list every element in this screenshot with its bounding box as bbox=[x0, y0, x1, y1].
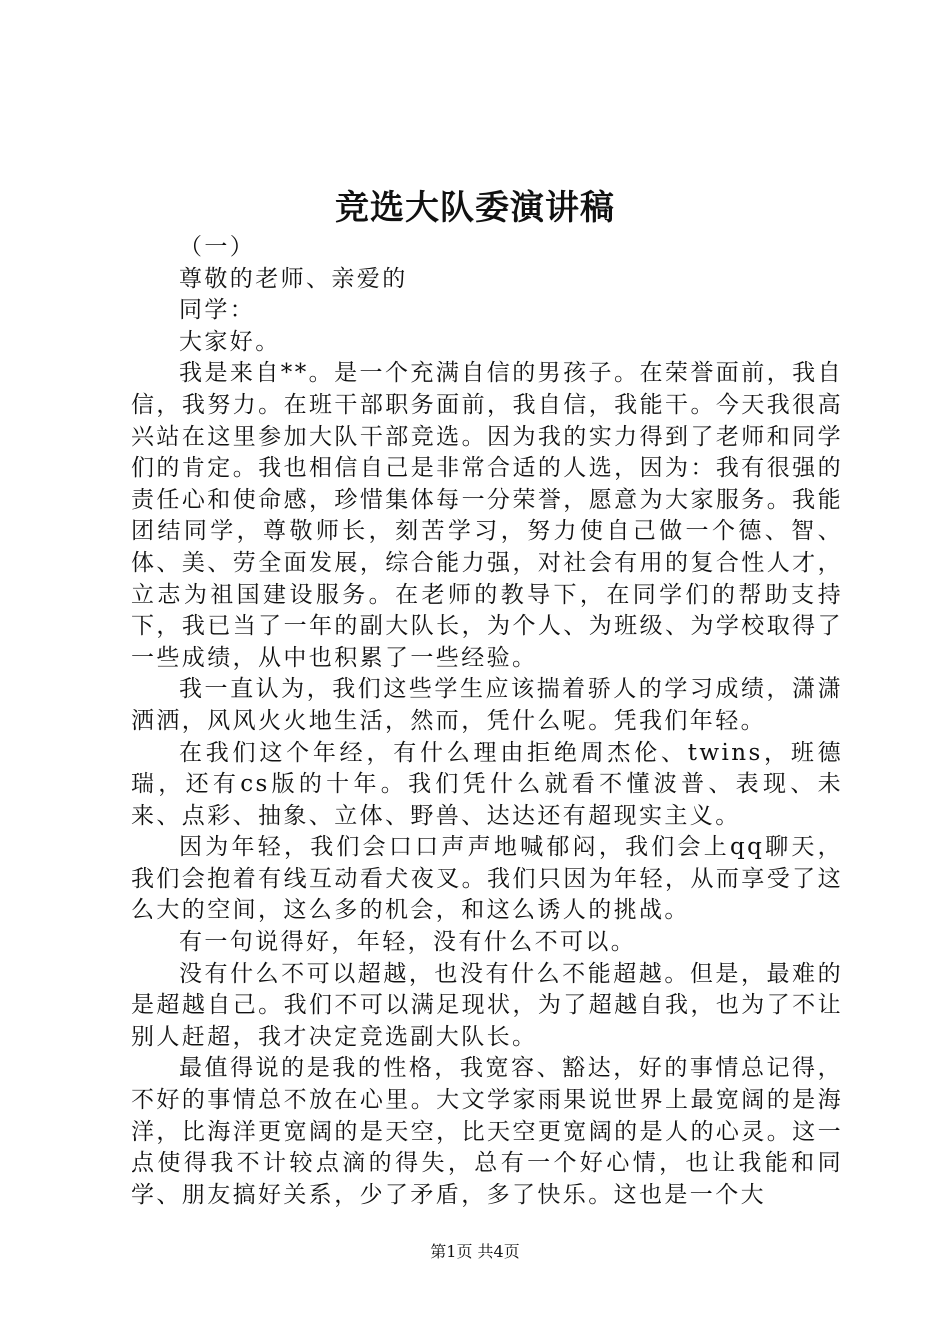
paragraph-introduction: 我是来自**。是一个充满自信的男孩子。在荣誉面前，我自信，我努力。在班干部职务面前，我自信，我能干。今天我很高兴站在这里参加大队干部竞选。因为我的实力得到了老师和同学们的肯定。我也相信自己是非常合适的人选，因为：我有很强的责任心和使命感，珍惜集体每一分荣誉，愿意为大家服务。我能团结同学，尊敬师长，刻苦学习，努力使自己做一个德、智、体、美、劳全面发展，综合能力强，对社会有用的复合性人才，立志为祖国建设服务。在老师的教导下，在同学们的帮助支持下，我已当了一年的副大队长，为个人、为班级、为学校取得了一些成绩，从中也积累了一些经验。 bbox=[131, 360, 843, 671]
salutation-line-1: 尊敬的老师、亲爱的 bbox=[179, 265, 408, 292]
document-body bbox=[131, 232, 843, 1211]
paragraph-saying: 有一句说得好，年轻，没有什么不可以。 bbox=[179, 929, 637, 956]
greeting: 大家好。 bbox=[179, 328, 281, 355]
paragraph-personality: 最值得说的是我的性格，我宽容、豁达，好的事情总记得，不好的事情总不放在心里。大文学家雨果说世界上最宽阔的是海洋，比海洋更宽阔的是天空，比天空更宽阔的是人的心灵。这一点使得我不计较点滴的得失，总有一个好心情，也让我能和同学、朋友搞好关系，少了矛盾，多了快乐。这也是一个大 bbox=[131, 1055, 843, 1208]
salutation-line-2: 同学： bbox=[179, 297, 256, 324]
paragraph-youth: 我一直认为，我们这些学生应该揣着骄人的学习成绩，潇潇洒洒，风风火火地生活，然而，凭什么呢。凭我们年轻。 bbox=[131, 676, 843, 734]
section-number: （一） bbox=[179, 234, 256, 260]
document-title: 竞选大队委演讲稿 bbox=[335, 188, 615, 228]
page-number-footer: 第1页 共4页 bbox=[430, 1242, 520, 1261]
paragraph-interests: 在我们这个年经，有什么理由拒绝周杰伦、twins，班德瑞，还有cs版的十年。我们凭什么就看不懂波普、表现、未来、点彩、抽象、立体、野兽、达达还有超现实主义。 bbox=[131, 739, 843, 829]
paragraph-surpass: 没有什么不可以超越，也没有什么不能超越。但是，最难的是超越自己。我们不可以满足现状，为了超越自我，也为了不让别人赶超，我才决定竞选副大队长。 bbox=[131, 960, 843, 1050]
paragraph-because-young: 因为年轻，我们会口口声声地喊郁闷，我们会上qq聊天，我们会抱着有线互动看犬夜叉。我们只因为年轻，从而享受了这么大的空间，这么多的机会，和这么诱人的挑战。 bbox=[131, 834, 843, 924]
